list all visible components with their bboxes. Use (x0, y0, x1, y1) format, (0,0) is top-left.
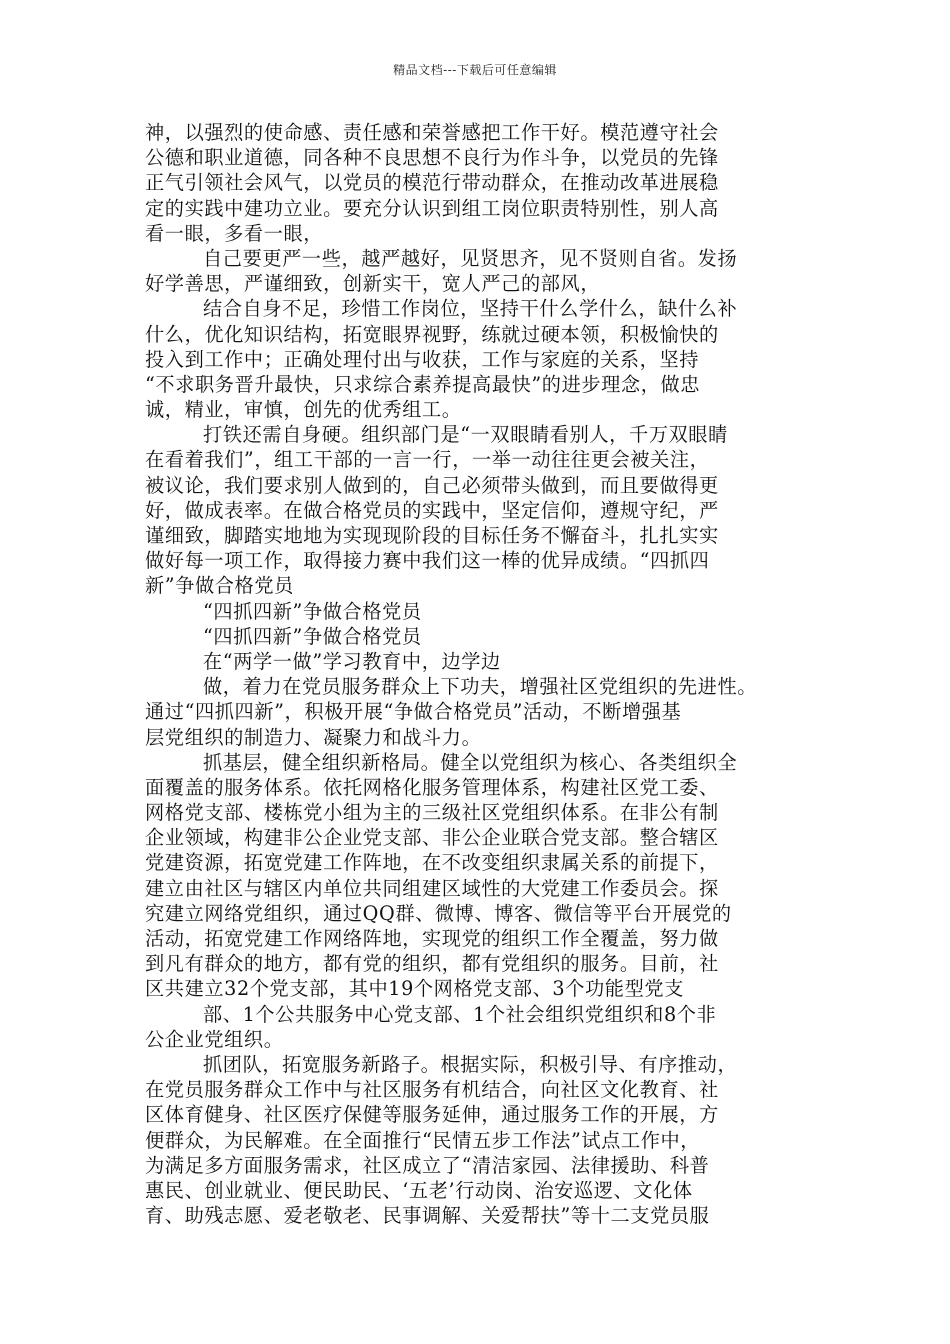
text-line: 新”争做合格党员 (145, 574, 294, 598)
text-line: 便群众，为民解难。在全面推行“民情五步工作法”试点工作中， (145, 1128, 701, 1152)
text-line: 网格党支部、楼栋党小组为主的三级社区党组织体系。在非公有制 (145, 801, 719, 825)
text-line: 投入到工作中；正确处理付出与收获，工作与家庭的关系，坚持 (145, 347, 700, 371)
text-line: 打铁还需自身硬。组织部门是“一双眼睛看别人，千万双眼睛 (203, 423, 728, 447)
text-line: 自己要更严一些，越严越好，见贤思齐，见不贤则自省。发扬 (203, 246, 738, 270)
text-line: 正气引领社会风气，以党员的模范行带动群众，在推动改革进展稳 (145, 171, 719, 195)
text-line: 通过“四抓四新”，积极开展“争做合格党员”活动，不断增强基 (145, 700, 682, 724)
text-line: 看一眼，多看一眼， (145, 221, 324, 245)
text-line: 公德和职业道德，同各种不良思想不良行为作斗争，以党员的先锋 (145, 146, 719, 170)
text-line: 抓团队，拓宽服务新路子。根据实际，积极引导、有序推动， (203, 1052, 738, 1076)
text-line: 做好每一项工作，取得接力赛中我们这一棒的优异成绩。“四抓四 (145, 549, 710, 573)
text-line: 结合自身不足，珍惜工作岗位，坚持干什么学什么，缺什么补 (203, 297, 738, 321)
page-header: 精品文档---下载后可任意编辑 (393, 63, 557, 77)
text-line: 区共建立32个党支部，其中19个网格党支部、3个功能型党支 (145, 977, 684, 1001)
text-line: 在“两学一做”学习教育中，边学边 (203, 649, 501, 673)
text-line: 公企业党组织。 (145, 1027, 284, 1051)
text-line: 到凡有群众的地方，都有党的组织，都有党组织的服务。目前，社 (145, 952, 719, 976)
text-line: “不求职务晋升最快，只求综合素养提高最快”的进步理念，做忠 (145, 372, 701, 396)
text-line: 诚，精业，审慎，创先的优秀组工。 (145, 398, 462, 422)
text-line: 什么，优化知识结构，拓宽眼界视野，练就过硬本领，积极愉快的 (145, 322, 719, 346)
text-line: 区体育健身、社区医疗保健等服务延伸，通过服务工作的开展，方 (145, 1103, 719, 1127)
text-line: 究建立网络党组织，通过QQ群、微博、博客、微信等平台开展党的 (145, 901, 732, 925)
text-line: 神，以强烈的使命感、责任感和荣誉感把工作干好。模范遵守社会 (145, 121, 719, 144)
text-line: 部、1个公共服务中心党支部、1个社会组织党组织和8个非 (203, 1002, 717, 1026)
text-line: 建立由社区与辖区内单位共同组建区域性的大党建工作委员会。探 (145, 876, 719, 900)
text-line: 层党组织的制造力、凝聚力和战斗力。 (145, 725, 482, 749)
text-line: 为满足多方面服务需求，社区成立了“清洁家园、法律援助、科普 (145, 1153, 710, 1177)
text-line: 企业领域，构建非公企业党支部、非公企业联合党支部。整合辖区 (145, 826, 719, 850)
text-line: “四抓四新”争做合格党员 (203, 624, 422, 648)
text-line: 活动，拓宽党建工作网络阵地，实现党的组织工作全覆盖，努力做 (145, 927, 719, 950)
text-line: 育、助残志愿、爱老敬老、民事调解、关爱帮扶”等十二支党员服 (145, 1204, 710, 1228)
text-line: 被议论，我们要求别人做到的，自己必须带头做到，而且要做得更 (145, 473, 719, 497)
text-line: 好，做成表率。在做合格党员的实践中，坚定信仰，遵规守纪，严 (145, 498, 719, 522)
text-line: 面覆盖的服务体系。依托网格化服务管理体系，构建社区党工委、 (145, 775, 719, 799)
text-line: 定的实践中建功立业。要充分认识到组工岗位职责特别性，别人高 (145, 196, 719, 220)
text-line: 在党员服务群众工作中与社区服务有机结合，向社区文化教育、社 (145, 1078, 719, 1102)
text-line: 在看着我们”，组工干部的一言一行，一举一动往往更会被关注， (145, 448, 710, 472)
text-line: 惠民、创业就业、便民助民、‘五老’行动岗、治安巡逻、文化体 (145, 1178, 693, 1202)
text-line: 党建资源，拓宽党建工作阵地，在不改变组织隶属关系的前提下， (145, 851, 719, 875)
text-line: 谨细致，脚踏实地地为实现现阶段的目标任务不懈奋斗，扎扎实实 (145, 524, 719, 547)
text-line: 做，着力在党员服务群众上下功夫，增强社区党组织的先进性。 (203, 675, 758, 699)
text-line: 好学善思，严谨细致，创新实干，宽人严己的部风， (145, 272, 601, 296)
text-line: “四抓四新”争做合格党员 (203, 599, 422, 623)
text-line: 抓基层，健全组织新格局。健全以党组织为核心、各类组织全 (203, 750, 738, 774)
document-body (145, 120, 825, 1228)
